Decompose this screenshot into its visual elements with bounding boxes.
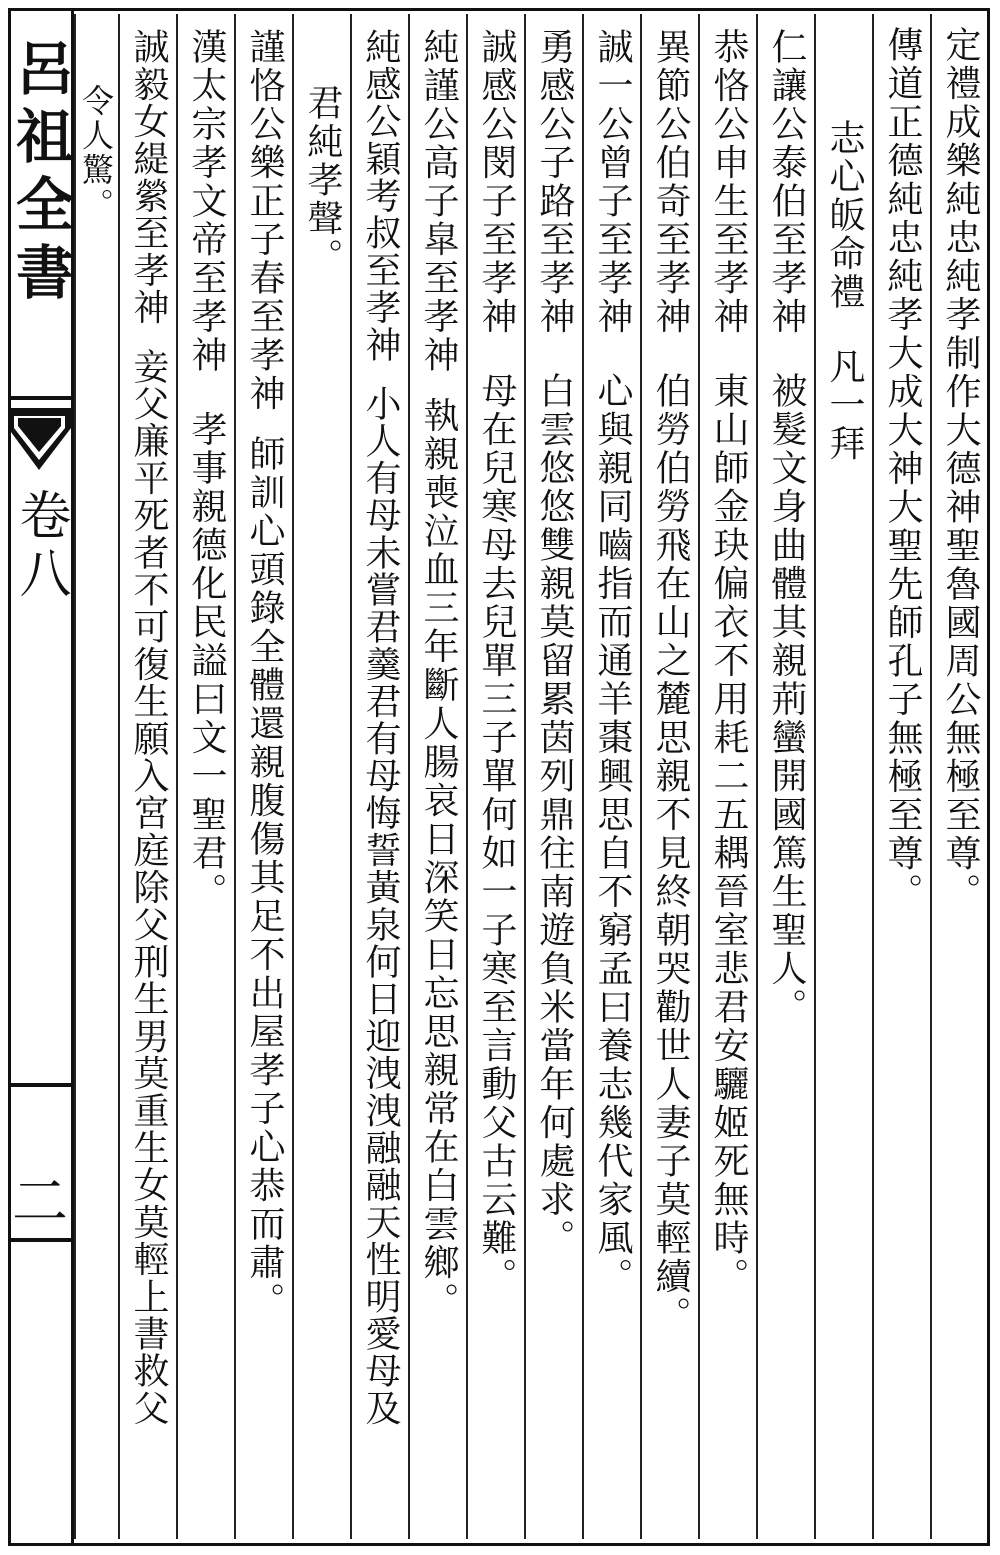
text-column-4	[756, 14, 814, 1539]
deity-title: 純謹公高子皐至孝神	[418, 28, 459, 375]
text-column-7	[582, 14, 640, 1539]
section-note: 凡一拜	[824, 347, 865, 463]
verse-text: 小人有母未嘗君羹君有母悔誓黃泉何日迎洩洩融融天性明愛母及	[360, 384, 401, 1427]
margin-rule-top	[8, 396, 72, 400]
deity-title: 異節公伯奇至孝神	[650, 28, 691, 336]
text-column-6	[640, 14, 698, 1539]
column-text: 定禮成樂純忠純孝制作大德神聖魯國周公無極至尊。	[940, 26, 981, 912]
deity-title: 誠毅女緹縈至孝神	[128, 28, 169, 326]
text-column-2	[872, 14, 930, 1539]
verse-text: 師訓心頭錄全體還親腹傷其足不出屋孝子心恭而肅。	[244, 435, 285, 1321]
text-column-5	[698, 14, 756, 1539]
text-column-14	[176, 14, 234, 1539]
verse-text: 白雲悠悠雙親莫留累茵列鼎往南遊負米當年何處求。	[534, 372, 575, 1258]
page-number: 二	[12, 1170, 68, 1235]
margin-strip	[8, 8, 74, 1546]
text-column-3	[814, 14, 872, 1539]
fishtail-mark-icon	[8, 408, 71, 478]
deity-title: 誠一公曾子至孝神	[592, 28, 633, 336]
verse-text: 母在兒寒母去兒單三子單何如一子寒至言動父古云難。	[476, 372, 517, 1296]
verse-text: 伯勞伯勞飛在山之麓思親不見終朝哭勸世人妻子莫輕續。	[650, 372, 691, 1335]
text-column-16	[74, 14, 118, 1539]
margin-rule-middle	[8, 1083, 72, 1087]
deity-title: 漢太宗孝文帝至孝神	[186, 28, 227, 375]
column-text: 傳道正德純忠純孝大成大神大聖先師孔子無極至尊。	[882, 26, 923, 912]
text-column-8	[524, 14, 582, 1539]
verse-text: 孝事親德化民謚曰文一聖君。	[186, 410, 227, 911]
deity-title: 勇感公子路至孝神	[534, 28, 575, 336]
text-column-10	[408, 14, 466, 1539]
verse-text: 心與親同嚙指而通羊棗興思自不窮孟曰養志幾代家風。	[592, 372, 633, 1296]
verse-text: 東山師金玦偏衣不用耗二五耦晉室悲君安驪姬死無時。	[708, 372, 749, 1296]
deity-title: 純感公穎考叔至孝神	[360, 28, 401, 363]
verse-text: 執親喪泣血三年斷人腸哀日深笑日忘思親常在白雲鄉。	[418, 396, 459, 1321]
volume-label: 卷八	[10, 488, 70, 604]
book-title: 呂祖全書	[6, 38, 74, 310]
text-column-13	[234, 14, 292, 1539]
deity-title: 誠感公閔子至孝神	[476, 28, 517, 336]
text-column-11	[350, 14, 408, 1539]
deity-title: 仁讓公泰伯至孝神	[766, 28, 807, 336]
verse-text: 被髮文身曲體其親荊蠻開國篤生聖人。	[766, 372, 807, 1027]
verse-continuation: 君純孝聲。	[302, 84, 343, 277]
verse-text: 妾父廉平死者不可復生願入宮庭除父刑生男莫重生女莫輕上書救父	[128, 347, 169, 1427]
text-column-12	[292, 14, 350, 1539]
text-column-9	[466, 14, 524, 1539]
margin-rule-bottom	[8, 1238, 72, 1242]
verse-continuation: 令人驚。	[77, 84, 115, 222]
section-heading: 志心皈命禮	[824, 119, 865, 312]
deity-title: 恭恪公申生至孝神	[708, 28, 749, 336]
text-column-15	[118, 14, 176, 1539]
deity-title: 謹恪公樂正子春至孝神	[244, 28, 285, 413]
text-column-1	[930, 14, 988, 1539]
